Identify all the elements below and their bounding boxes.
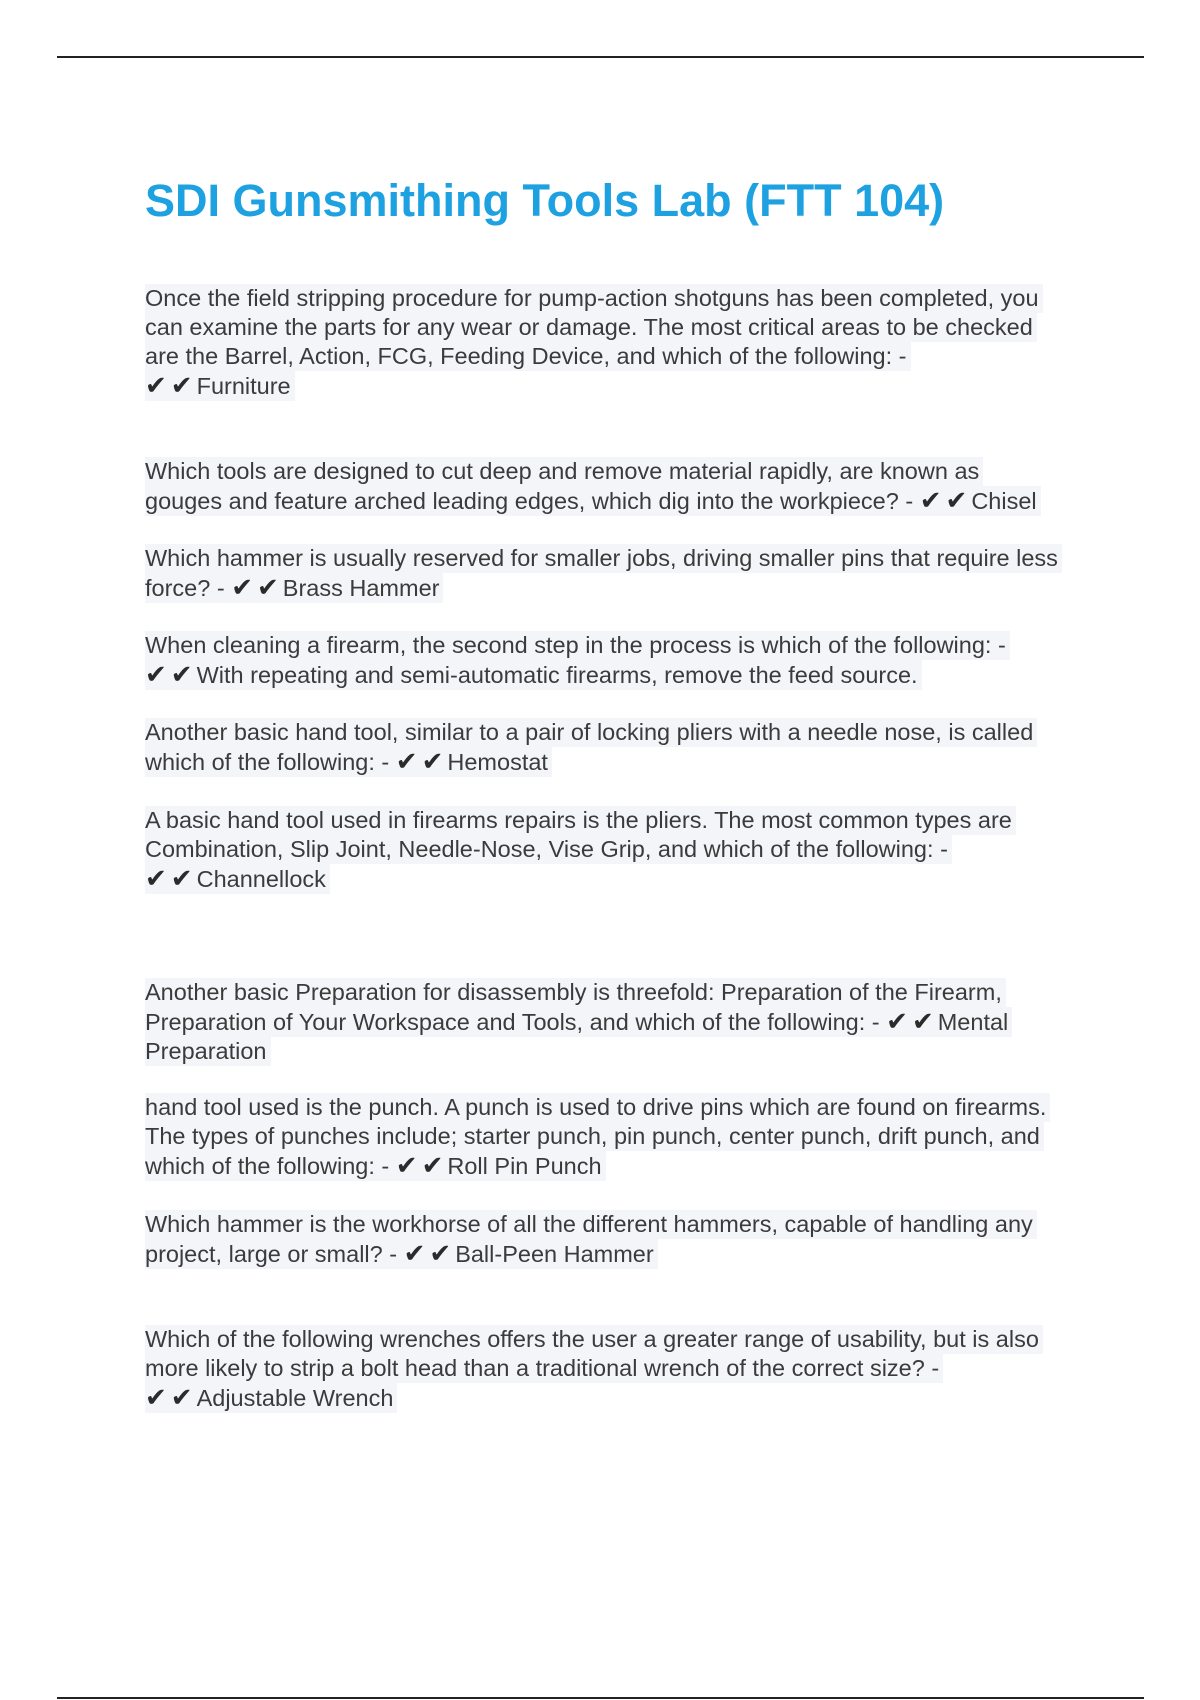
question-line: The types of punches include; starter punch, pin punch, center punch, drift punch, and (145, 1122, 1044, 1151)
qa-item (145, 1325, 1043, 1413)
check-mark-icon: ✔ (145, 659, 167, 689)
answer-text: Roll Pin Punch (447, 1153, 602, 1179)
question-line: Which hammer is usually reserved for smaller jobs, driving smaller pins that require less (145, 544, 1062, 573)
question-line: When cleaning a firearm, the second step in the process is which of the following: - (145, 631, 1010, 660)
question-text: Preparation of Your Workspace and Tools, and which of the following: - (145, 1009, 887, 1035)
answer-line (145, 1383, 397, 1413)
document-title: SDI Gunsmithing Tools Lab (FTT 104) (145, 175, 945, 226)
answer-text: Channellock (196, 866, 326, 892)
question-line: are the Barrel, Action, FCG, Feeding Device, and which of the following: - (145, 342, 911, 371)
check-mark-icon: ✔ (170, 863, 193, 893)
check-mark-icon: ✔ (170, 659, 193, 689)
check-mark-icon: ✔ (145, 1382, 167, 1412)
check-mark-icon: ✔ (945, 485, 968, 515)
question-line: Combination, Slip Joint, Needle-Nose, Vise Grip, and which of the following: - (145, 835, 952, 864)
check-mark-icon: ✔ (257, 572, 279, 602)
check-mark-icon: ✔ (421, 1150, 444, 1180)
answer-line (145, 1239, 658, 1269)
check-mark-icon: ✔ (145, 370, 167, 400)
question-line: Which of the following wrenches offers the user a greater range of usability, but is also (145, 1325, 1043, 1354)
qa-item (145, 544, 1062, 603)
question-line: Once the field stripping procedure for pump-action shotguns has been completed, you (145, 284, 1043, 313)
qa-item (145, 718, 1037, 777)
answer-text: With repeating and semi-automatic firearms, remove the feed source. (196, 662, 918, 688)
question-line: Which hammer is the workhorse of all the different hammers, capable of handling any (145, 1210, 1037, 1239)
check-mark-icon: ✔ (395, 1150, 418, 1180)
answer-line (145, 1007, 1012, 1037)
question-text: force? - (145, 575, 232, 601)
answer-text: Ball-Peen Hammer (455, 1241, 654, 1267)
answer-continuation: Preparation (145, 1037, 271, 1066)
bottom-rule (57, 1697, 1144, 1699)
answer-line (145, 864, 330, 894)
check-mark-icon: ✔ (919, 485, 942, 515)
check-mark-icon: ✔ (403, 1238, 426, 1268)
qa-item (145, 1093, 1050, 1181)
answer-text: Brass Hammer (282, 575, 440, 601)
question-text: which of the following: - (145, 1153, 396, 1179)
question-line: more likely to strip a bolt head than a traditional wrench of the correct size? - (145, 1354, 943, 1383)
qa-item (145, 631, 1010, 690)
answer-line (145, 573, 443, 603)
check-mark-icon: ✔ (429, 1238, 452, 1268)
answer-text: Mental (937, 1009, 1009, 1035)
answer-line (145, 747, 552, 777)
check-mark-icon: ✔ (170, 370, 193, 400)
qa-item (145, 1210, 1037, 1269)
answer-text: Chisel (971, 488, 1037, 514)
question-line: A basic hand tool used in firearms repairs is the pliers. The most common types are (145, 806, 1016, 835)
answer-line (145, 1151, 606, 1181)
check-mark-icon: ✔ (231, 572, 253, 602)
question-line: Another basic Preparation for disassembly is threefold: Preparation of the Firearm, (145, 978, 1006, 1007)
answer-text: Hemostat (447, 749, 548, 775)
answer-line (145, 371, 295, 401)
answer-text: Furniture (196, 373, 291, 399)
check-mark-icon: ✔ (911, 1006, 934, 1036)
top-rule (57, 56, 1144, 58)
check-mark-icon: ✔ (421, 746, 444, 776)
question-text: project, large or small? - (145, 1241, 404, 1267)
check-mark-icon: ✔ (170, 1382, 193, 1412)
question-line: hand tool used is the punch. A punch is used to drive pins which are found on firearms. (145, 1093, 1050, 1122)
question-text: gouges and feature arched leading edges, which dig into the workpiece? - (145, 488, 920, 514)
answer-line (145, 486, 1041, 516)
qa-item (145, 978, 1012, 1066)
question-text: which of the following: - (145, 749, 396, 775)
question-line: Another basic hand tool, similar to a pair of locking pliers with a needle nose, is called (145, 718, 1037, 747)
qa-item (145, 284, 1043, 401)
question-line: can examine the parts for any wear or damage. The most critical areas to be checked (145, 313, 1037, 342)
check-mark-icon: ✔ (886, 1006, 908, 1036)
question-line: Which tools are designed to cut deep and remove material rapidly, are known as (145, 457, 983, 486)
check-mark-icon: ✔ (145, 863, 167, 893)
qa-item (145, 806, 1016, 894)
qa-item (145, 457, 1041, 516)
answer-line (145, 660, 922, 690)
answer-text: Adjustable Wrench (196, 1385, 394, 1411)
check-mark-icon: ✔ (395, 746, 418, 776)
